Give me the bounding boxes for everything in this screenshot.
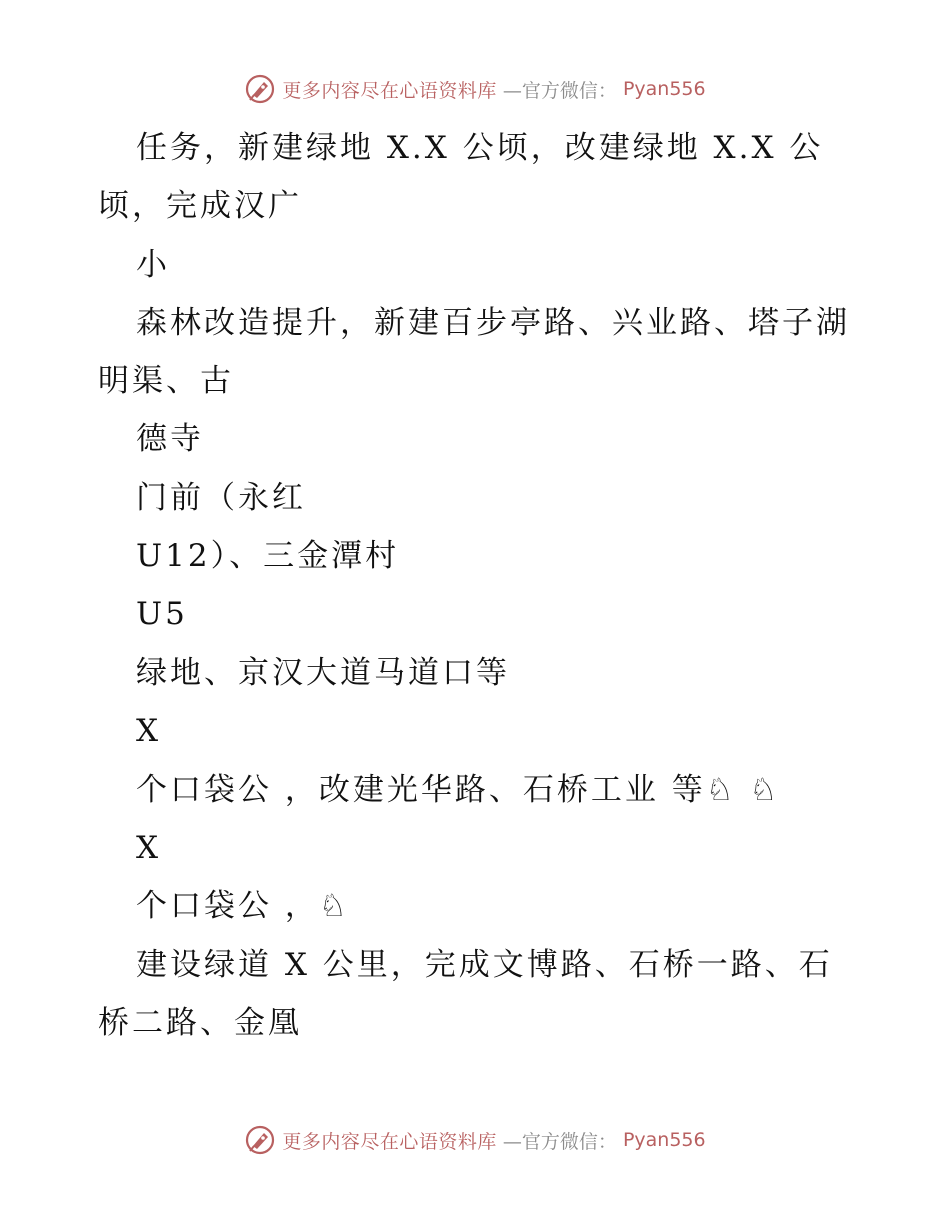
paragraph-line: 顷，完成汉广 [98,188,302,224]
footer-watermark [0,1123,950,1157]
paragraph-line: 桥二路、金凰 [98,1005,302,1041]
pen-nib-logo-icon [244,1124,276,1156]
watermark-separator: —官方微信： [502,1130,617,1153]
paragraph-line: U12）、三金潭村 [136,538,400,574]
paragraph-line: 森林改造提升，新建百步亭路、兴业路、塔子湖 [136,305,850,341]
paragraph-line: X [136,830,162,866]
watermark-text: 更多内容尽在心语资料库 [282,1130,497,1153]
paragraph-line: 门前（永红 [136,480,306,516]
watermark-handle: Pyan556 [622,78,706,100]
paragraph-line: U5 [136,596,188,632]
paragraph-line: 德寺 [136,421,204,457]
watermark-text: 更多内容尽在心语资料库 [282,79,497,102]
paragraph-line: 任务，新建绿地 X.X 公顷，改建绿地 X.X 公 [136,130,824,166]
paragraph-line: 个口袋公 ，改建光华路、石桥工业 等♘ ♘ [136,772,781,808]
paragraph-line: 小 [136,247,170,283]
paragraph-line: X [136,713,162,749]
paragraph-line: 明渠、古 [98,363,234,399]
paragraph-line: 绿地、京汉大道马道口等 [136,655,510,691]
paragraph-line: 建设绿道 X 公里，完成文博路、石桥一路、石 [136,947,833,983]
paragraph-line: 个口袋公 ，♘ [136,888,350,924]
watermark-handle: Pyan556 [622,1129,706,1151]
watermark-separator: —官方微信： [502,79,617,102]
